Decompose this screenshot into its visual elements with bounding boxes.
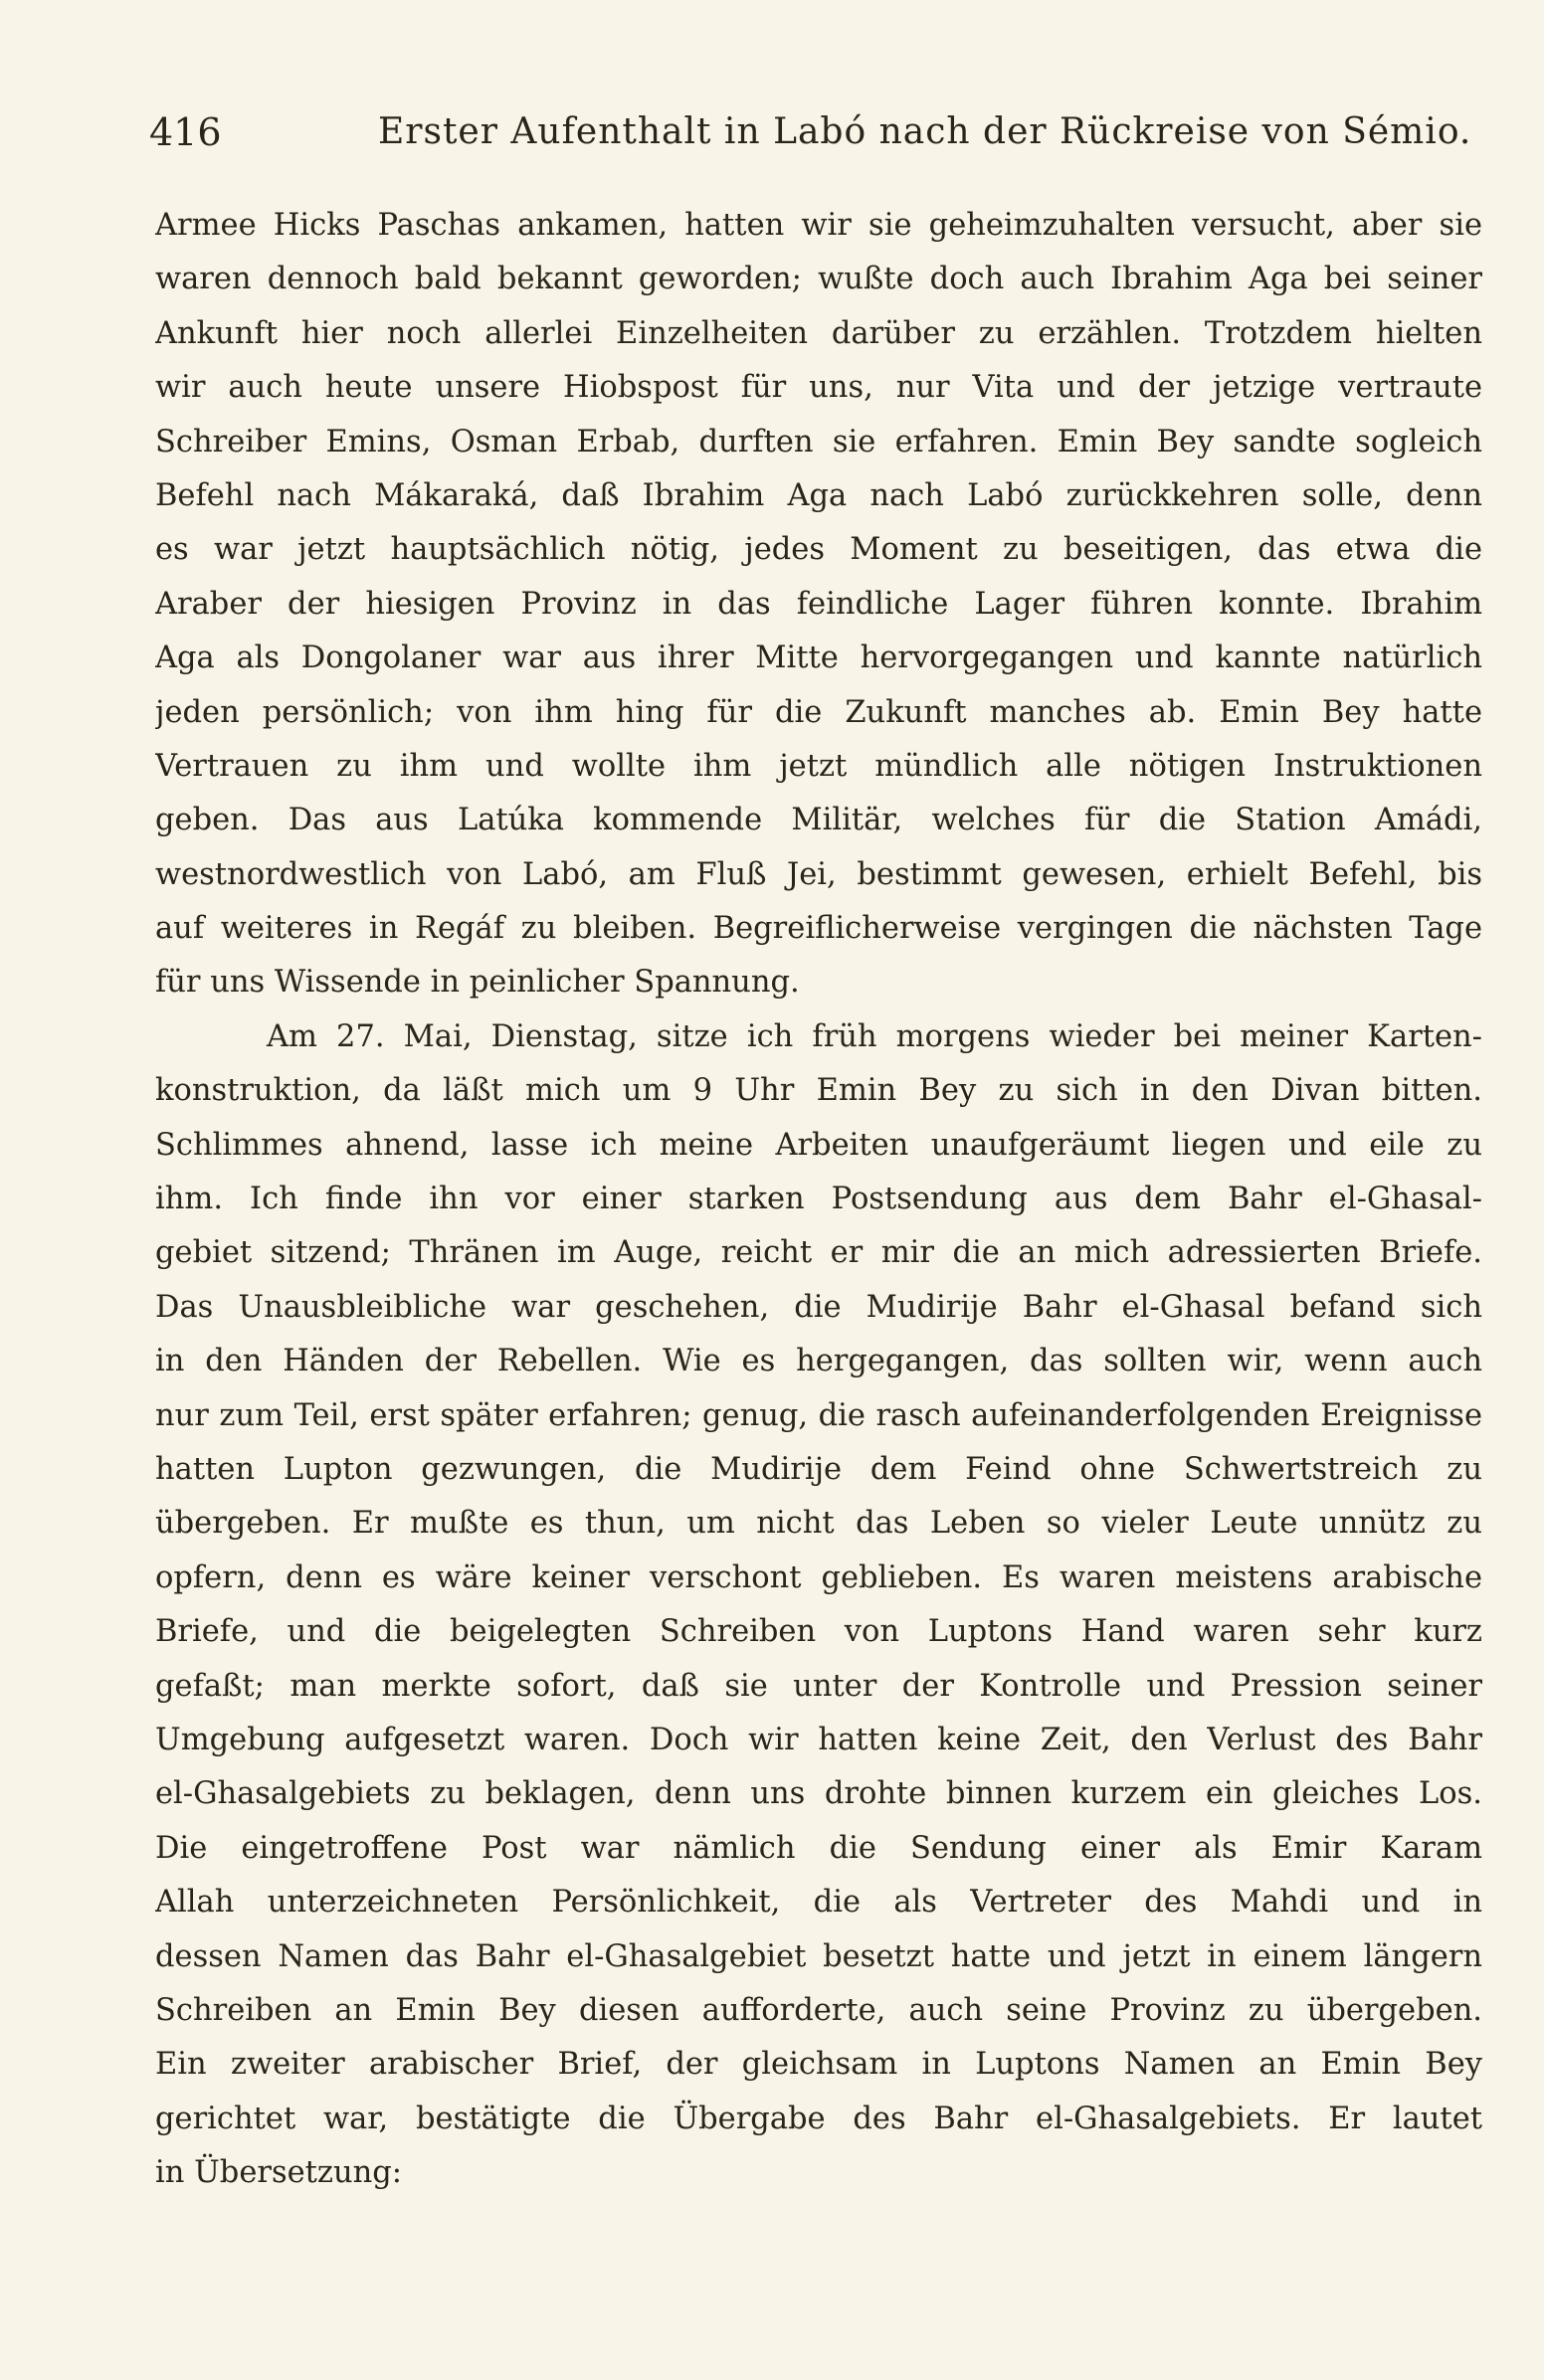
text-line: westnordwestlich von Labó, am Fluß Jei, bestimmt gewesen, erhielt Befehl, bis [155, 856, 1482, 892]
text-line: Briefe, und die beigelegten Schreiben von Luptons Hand waren sehr kurz [155, 1614, 1482, 1650]
text-line: Allah unterzeichneten Persönlichkeit, die als Vertreter des Mahdi und in [155, 1885, 1482, 1921]
text-line: gerichtet war, bestätigte die Übergabe des Bahr el-Ghasalgebiets. Er lautet [155, 2101, 1482, 2136]
text-line: Ankunft hier noch allerlei Einzelheiten darüber zu erzählen. Trotzdem hielten [155, 315, 1482, 351]
body-text [155, 199, 1482, 2200]
text-line: in den Händen der Rebellen. Wie es hergegangen, das sollten wir, wenn auch [155, 1344, 1482, 1379]
text-line: Befehl nach Mákaraká, daß Ibrahim Aga nach Labó zurückkehren solle, denn [155, 477, 1482, 513]
text-line: Das Unausbleibliche war geschehen, die Mudirije Bahr el-Ghasal befand sich [155, 1289, 1482, 1325]
text-line: gefaßt; man merkte sofort, daß sie unter der Kontrolle und Pression seiner [155, 1668, 1482, 1704]
text-line: es war jetzt hauptsächlich nötig, jedes Moment zu beseitigen, das etwa die [155, 532, 1482, 568]
text-line: hatten Lupton gezwungen, die Mudirije dem Feind ohne Schwertstreich zu [155, 1451, 1482, 1487]
text-line: konstruktion, da läßt mich um 9 Uhr Emin Bey zu sich in den Divan bitten. [155, 1073, 1482, 1109]
text-line: Ein zweiter arabischer Brief, der gleichsam in Luptons Namen an Emin Bey [155, 2047, 1482, 2083]
text-line: opfern, denn es wäre keiner verschont geblieben. Es waren meistens arabische [155, 1559, 1482, 1595]
text-line: Aga als Dongolaner war aus ihrer Mitte hervorgegangen und kannte natürlich [155, 641, 1482, 676]
paragraph-end-line: für uns Wissende in peinlicher Spannung. [155, 965, 800, 1001]
text-line: ihm. Ich finde ihn vor einer starken Postsendung aus dem Bahr el-Ghasal- [155, 1182, 1482, 1217]
running-title: Erster Aufenthalt in Labó nach der Rückreise von Sémio. [378, 111, 1472, 152]
text-line: waren dennoch bald bekannt geworden; wußte doch auch Ibrahim Aga bei seiner [155, 262, 1482, 297]
text-line: el-Ghasalgebiets zu beklagen, denn uns drohte binnen kurzem ein gleiches Los. [155, 1776, 1482, 1812]
text-line: Armee Hicks Paschas ankamen, hatten wir sie geheimzuhalten versucht, aber sie [155, 208, 1482, 243]
running-head [149, 107, 1472, 157]
text-line: auf weiteres in Regáf zu bleiben. Begreiflicherweise vergingen die nächsten Tage [155, 911, 1482, 947]
text-line: dessen Namen das Bahr el-Ghasalgebiet besetzt hatte und jetzt in einem längern [155, 1938, 1482, 1974]
text-line: nur zum Teil, erst später erfahren; genug, die rasch aufeinanderfolgenden Ereignisse [155, 1397, 1482, 1433]
text-line: jeden persönlich; von ihm hing für die Zukunft manches ab. Emin Bey hatte [155, 694, 1482, 730]
text-line: gebiet sitzend; Thränen im Auge, reicht er mir die an mich adressierten Briefe. [155, 1235, 1482, 1271]
text-line: Araber der hiesigen Provinz in das feindliche Lager führen konnte. Ibrahim [155, 586, 1482, 622]
text-line: geben. Das aus Latúka kommende Militär, welches für die Station Amádi, [155, 803, 1482, 838]
text-line: Umgebung aufgesetzt waren. Doch wir hatten keine Zeit, den Verlust des Bahr [155, 1722, 1482, 1757]
text-line: Schreiben an Emin Bey diesen aufforderte, auch seine Provinz zu übergeben. [155, 1992, 1482, 2028]
paragraph-end-line: in Übersetzung: [155, 2155, 403, 2191]
text-line: Schreiber Emins, Osman Erbab, durften sie erfahren. Emin Bey sandte sogleich [155, 424, 1482, 459]
page-number: 416 [149, 110, 222, 154]
text-line: Vertrauen zu ihm und wollte ihm jetzt mündlich alle nötigen Instruktionen [155, 748, 1482, 784]
text-line: wir auch heute unsere Hiobspost für uns, nur Vita und der jetzige vertraute [155, 370, 1482, 406]
text-line: übergeben. Er mußte es thun, um nicht das Leben so vieler Leute unnütz zu [155, 1506, 1482, 1542]
text-line: Schlimmes ahnend, lasse ich meine Arbeiten unaufgeräumt liegen und eile zu [155, 1127, 1482, 1163]
paragraph-start-line: Am 27. Mai, Dienstag, sitze ich früh morgens wieder bei meiner Karten- [267, 1018, 1482, 1054]
text-line: Die eingetroffene Post war nämlich die Sendung einer als Emir Karam [155, 1830, 1482, 1866]
